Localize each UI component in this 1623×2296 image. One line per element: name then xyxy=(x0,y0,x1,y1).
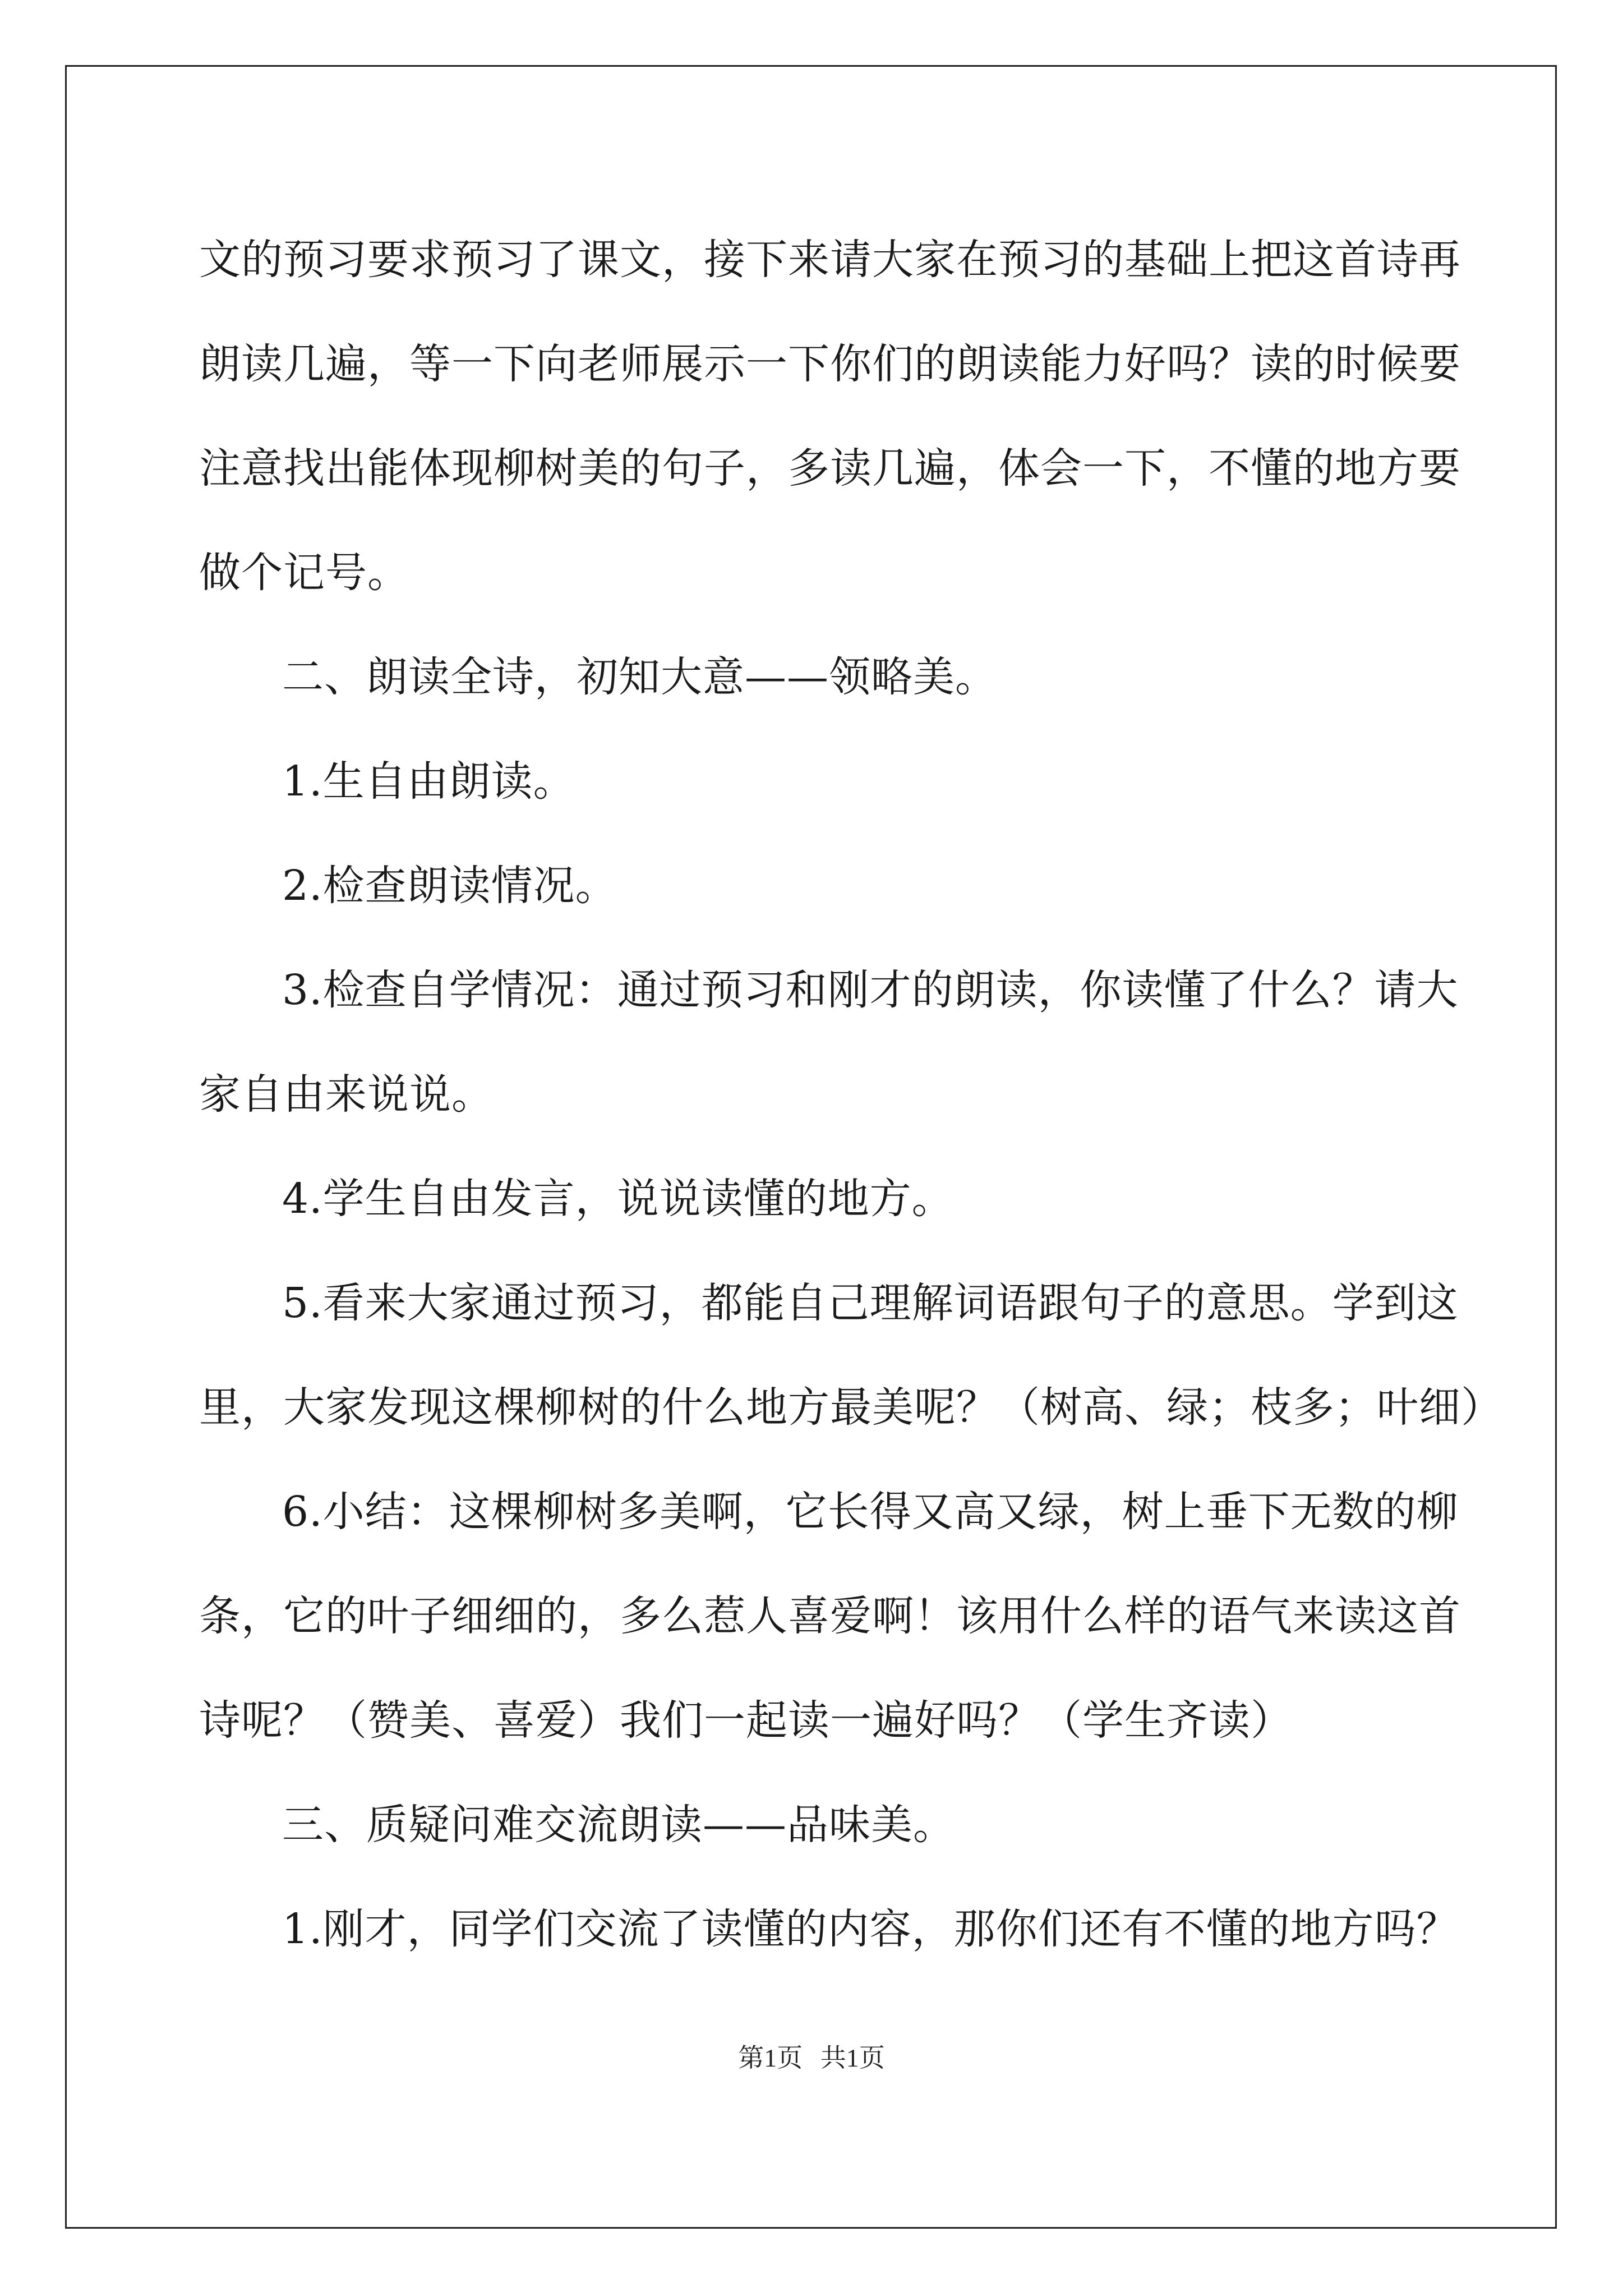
section-heading: 二、朗读全诗，初知大意——领略美。 xyxy=(282,653,997,701)
text-line: 里，大家发现这棵柳树的什么地方最美呢？（树高、绿；枝多；叶细） xyxy=(199,1383,1503,1432)
text-line: 做个记号。 xyxy=(199,549,409,597)
page-number-current: 第1页 xyxy=(738,2044,803,2072)
list-item: 1.生自由朗读。 xyxy=(282,757,575,806)
page-footer xyxy=(0,2037,1623,2074)
text-line: 诗呢？（赞美、喜爱）我们一起读一遍好吗？（学生齐读） xyxy=(199,1696,1293,1745)
document-body xyxy=(199,208,1503,1981)
list-item: 3.检查自学情况：通过预习和刚才的朗读，你读懂了什么？请大 xyxy=(282,966,1459,1014)
text-line: 文的预习要求预习了课文，接下来请大家在预习的基础上把这首诗再 xyxy=(199,236,1461,284)
section-heading: 三、质疑问难交流朗读——品味美。 xyxy=(282,1801,955,1849)
list-item: 2.检查朗读情况。 xyxy=(282,862,617,910)
list-item: 1.刚才，同学们交流了读懂的内容，那你们还有不懂的地方吗？ xyxy=(282,1905,1459,1953)
list-item: 5.看来大家通过预习，都能自己理解词语跟句子的意思。学到这 xyxy=(282,1279,1459,1327)
text-line: 条，它的叶子细细的，多么惹人喜爱啊！该用什么样的语气来读这首 xyxy=(199,1592,1461,1640)
text-line: 朗读几遍，等一下向老师展示一下你们的朗读能力好吗？读的时候要 xyxy=(199,340,1461,388)
list-item: 4.学生自由发言，说说读懂的地方。 xyxy=(282,1175,954,1223)
list-item: 6.小结：这棵柳树多美啊，它长得又高又绿，树上垂下无数的柳 xyxy=(282,1488,1459,1536)
text-line: 家自由来说说。 xyxy=(199,1070,494,1119)
page-number-total: 共1页 xyxy=(820,2044,885,2072)
text-line: 注意找出能体现柳树美的句子，多读几遍，体会一下，不懂的地方要 xyxy=(199,444,1461,493)
